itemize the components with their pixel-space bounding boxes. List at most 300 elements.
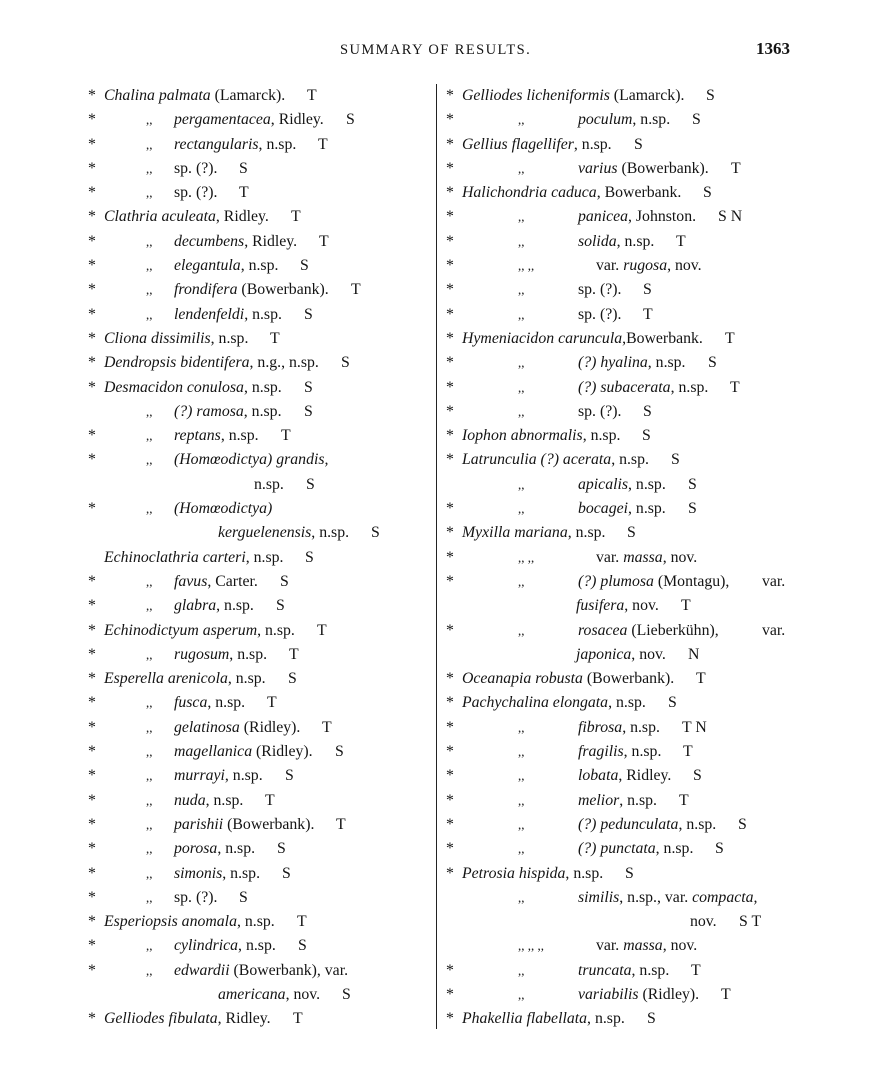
taxon-authority: , n.sp. xyxy=(622,718,660,736)
index-entry xyxy=(446,740,794,764)
locality-flag: S xyxy=(627,524,636,542)
taxon-authority: , n.sp. xyxy=(220,427,259,445)
entry-text xyxy=(462,448,649,472)
entry-text xyxy=(690,910,717,934)
taxon-name: Clathria aculeata xyxy=(104,208,216,226)
taxon-authority: , n.sp. xyxy=(616,232,655,250)
index-entry xyxy=(446,473,794,497)
taxon-name: murrayi xyxy=(174,767,225,785)
taxon-name: parishii xyxy=(174,815,224,833)
taxon-name: Myxilla mariana xyxy=(462,524,568,542)
asterisk-marker: * xyxy=(88,1010,96,1028)
entry-text xyxy=(174,157,217,181)
entry-text xyxy=(578,157,709,181)
variety-name: grandis, xyxy=(276,451,329,469)
index-entry xyxy=(446,837,794,861)
taxon-authority: sp. (?). xyxy=(578,305,622,323)
entry-text xyxy=(174,740,313,764)
entry-text xyxy=(174,934,276,958)
index-entry xyxy=(446,376,794,400)
taxon-name: porosa xyxy=(174,840,218,858)
index-entry xyxy=(446,910,794,934)
index-entry xyxy=(446,886,794,910)
asterisk-marker: * xyxy=(88,597,96,615)
entry-text xyxy=(578,789,657,813)
ditto-mark: ,, xyxy=(146,452,153,468)
ditto-mark: ,, xyxy=(518,160,525,176)
entry-text xyxy=(578,959,669,983)
taxon-name: apicalis xyxy=(578,475,629,493)
taxon-authority: (Bowerbank). xyxy=(617,159,709,177)
taxon-authority: , n.sp. xyxy=(608,694,646,712)
locality-flag: T xyxy=(265,791,275,809)
entry-text xyxy=(104,327,248,351)
taxon-name: magellanica xyxy=(174,743,253,761)
taxon-name: panicea xyxy=(578,208,629,226)
entry-text xyxy=(174,691,245,715)
taxon-authority: ,Bowerbank. xyxy=(622,329,703,347)
taxon-authority: , n.sp. xyxy=(619,791,657,809)
entry-text xyxy=(104,351,319,375)
entry-text xyxy=(174,230,297,254)
index-entry xyxy=(446,205,794,229)
taxon-name: fragilis xyxy=(578,743,624,761)
locality-flag: T xyxy=(317,621,327,639)
taxon-authority: , n.sp. xyxy=(244,305,282,323)
ditto-mark: ,, xyxy=(518,476,525,492)
index-entry xyxy=(446,133,794,157)
taxon-name: Hymeniacidon caruncula xyxy=(462,329,623,347)
taxon-name: lendenfeldi xyxy=(174,305,245,323)
entry-text xyxy=(462,521,605,545)
taxon-authority: sp. (?). xyxy=(578,402,622,420)
index-entry xyxy=(446,716,794,740)
asterisk-marker: * xyxy=(446,135,454,153)
taxon-name: Dendropsis bidentifera xyxy=(104,354,250,372)
index-entry xyxy=(88,716,433,740)
ditto-mark: ,, xyxy=(146,695,153,711)
locality-flag: T xyxy=(730,378,740,396)
taxon-name: Petrosia hispida xyxy=(462,864,566,882)
asterisk-marker: * xyxy=(88,111,96,129)
taxon-name: (Homœodictya) xyxy=(174,500,273,518)
asterisk-marker: * xyxy=(446,548,454,566)
index-entry xyxy=(446,983,794,1007)
taxon-name: (Homœodictya) xyxy=(174,451,273,469)
taxon-name: (?) plumosa xyxy=(578,572,654,590)
locality-flag: T xyxy=(696,670,706,688)
right-column xyxy=(446,84,794,1032)
ditto-mark: ,, xyxy=(518,233,525,249)
index-entry xyxy=(88,643,433,667)
taxon-authority: , n.sp. xyxy=(207,694,246,712)
taxon-authority: , nov. xyxy=(631,645,666,663)
taxon-name: Esperella arenicola xyxy=(104,670,228,688)
taxon-authority: var. xyxy=(596,548,624,566)
locality-flag: S xyxy=(304,402,313,420)
ditto-mark: ,, xyxy=(146,816,153,832)
entry-text xyxy=(578,570,729,594)
entry-text xyxy=(578,303,621,327)
asterisk-marker: * xyxy=(446,572,454,590)
taxon-authority: (Montagu), xyxy=(653,572,730,590)
taxon-name: Latrunculia (?) acerata xyxy=(462,451,612,469)
index-entry xyxy=(88,84,433,108)
index-entry xyxy=(88,862,433,886)
entry-text xyxy=(578,716,660,740)
asterisk-marker: * xyxy=(88,305,96,323)
index-entry xyxy=(446,327,794,351)
index-entry xyxy=(88,667,433,691)
locality-flag: T xyxy=(318,135,328,153)
taxon-name: cylindrica xyxy=(174,937,239,955)
asterisk-marker: * xyxy=(446,985,454,1003)
ditto-mark: ,, xyxy=(518,889,525,905)
entry-text xyxy=(104,205,269,229)
locality-flag: S xyxy=(341,354,350,372)
locality-flag: T xyxy=(731,159,741,177)
taxon-name: pergamentacea xyxy=(174,111,271,129)
locality-flag: S xyxy=(625,864,634,882)
index-entry xyxy=(446,764,794,788)
ditto-mark: ,, xyxy=(146,282,153,298)
variety-note: , nov. xyxy=(662,937,698,955)
taxon-name: fusca xyxy=(174,694,208,712)
asterisk-marker: * xyxy=(88,572,96,590)
index-entry xyxy=(446,1007,794,1031)
asterisk-marker: * xyxy=(88,500,96,518)
asterisk-marker: * xyxy=(88,864,96,882)
taxon-authority: , n.sp. xyxy=(243,402,282,420)
locality-flag: T xyxy=(281,427,291,445)
ditto-mark: ,, xyxy=(146,185,153,201)
index-entry xyxy=(88,934,433,958)
ditto-mark: ,, ,, ,, xyxy=(518,938,544,954)
taxon-authority: , n.sp. xyxy=(205,791,244,809)
taxon-name: Esperiopsis anomala xyxy=(104,913,237,931)
taxon-authority: , n.sp. xyxy=(258,135,297,153)
asterisk-marker: * xyxy=(446,791,454,809)
taxon-authority: , n.sp. xyxy=(257,621,295,639)
entry-text xyxy=(462,1007,625,1031)
index-entry xyxy=(88,448,433,472)
locality-flag: S xyxy=(305,548,314,566)
taxon-authority: , n.sp. xyxy=(670,378,709,396)
taxon-authority: , n.sp. xyxy=(222,864,261,882)
index-entry xyxy=(446,254,794,278)
asterisk-marker: * xyxy=(446,354,454,372)
taxon-authority: (Ridley). xyxy=(252,743,313,761)
index-entry xyxy=(446,789,794,813)
ditto-mark: ,, xyxy=(146,258,153,274)
index-entry xyxy=(88,327,433,351)
locality-flag: T xyxy=(293,1010,303,1028)
locality-flag: T xyxy=(721,985,731,1003)
taxon-authority: , n.sp. xyxy=(224,767,263,785)
ditto-mark: ,, xyxy=(518,986,525,1002)
asterisk-marker: * xyxy=(446,111,454,129)
taxon-authority: , n.sp. xyxy=(631,961,670,979)
ditto-mark: ,, xyxy=(146,403,153,419)
locality-flag: T xyxy=(643,305,653,323)
asterisk-marker: * xyxy=(446,427,454,445)
index-entry xyxy=(88,205,433,229)
locality-flag: T xyxy=(679,791,689,809)
taxon-authority: , n.sp. xyxy=(655,840,694,858)
asterisk-marker: * xyxy=(446,961,454,979)
ditto-mark: ,, xyxy=(518,744,525,760)
entry-text xyxy=(576,643,666,667)
index-entry xyxy=(88,546,433,570)
taxon-name: edwardii xyxy=(174,961,230,979)
taxon-authority: , Johnston. xyxy=(628,208,697,226)
taxon-name: poculum xyxy=(578,111,633,129)
taxon-name: bocagei xyxy=(578,500,629,518)
entry-text xyxy=(578,764,671,788)
asterisk-marker: * xyxy=(446,281,454,299)
entry-text xyxy=(104,619,295,643)
entry-text xyxy=(578,813,716,837)
locality-flag: S xyxy=(335,743,344,761)
entry-text xyxy=(174,181,217,205)
entry-text xyxy=(578,983,699,1007)
asterisk-marker: * xyxy=(446,257,454,275)
index-entry xyxy=(88,837,433,861)
entry-text xyxy=(462,327,703,351)
taxon-name: rugosum xyxy=(174,645,230,663)
index-entry xyxy=(446,594,794,618)
taxon-name: gelatinosa xyxy=(174,718,240,736)
locality-flag: S xyxy=(298,937,307,955)
entry-text xyxy=(174,716,300,740)
taxon-authority: , n.sp. xyxy=(611,451,649,469)
entry-text xyxy=(174,108,324,132)
ditto-mark: ,, xyxy=(146,428,153,444)
entry-text xyxy=(174,424,259,448)
ditto-mark: ,, xyxy=(146,112,153,128)
asterisk-marker: * xyxy=(88,767,96,785)
taxon-name: elegantula xyxy=(174,257,241,275)
locality-flag: S xyxy=(342,985,351,1003)
asterisk-marker: * xyxy=(446,232,454,250)
locality-flag: S xyxy=(239,888,248,906)
taxon-authority: , n.sp. xyxy=(678,815,717,833)
taxon-name: Cliona dissimilis xyxy=(104,329,211,347)
entry-text xyxy=(462,862,603,886)
index-entry xyxy=(446,108,794,132)
entry-text xyxy=(578,230,654,254)
locality-flag: T xyxy=(676,232,686,250)
asterisk-marker: * xyxy=(88,840,96,858)
index-entry xyxy=(88,181,433,205)
taxon-name: Oceanapia robusta xyxy=(462,670,583,688)
taxon-authority: , n.sp. xyxy=(311,524,350,542)
taxon-name: variabilis xyxy=(578,985,639,1003)
index-entry xyxy=(88,400,433,424)
taxon-name: Halichondria caduca xyxy=(462,184,597,202)
locality-flag: T xyxy=(297,913,307,931)
asterisk-marker: * xyxy=(446,718,454,736)
entry-text xyxy=(462,84,684,108)
taxon-name: (?) hyalina xyxy=(578,354,648,372)
taxon-name: decumbens xyxy=(174,232,245,250)
locality-flag: S xyxy=(643,402,652,420)
entry-text xyxy=(174,594,254,618)
taxon-authority: , n.sp. xyxy=(623,743,662,761)
asterisk-marker: * xyxy=(446,840,454,858)
index-entry xyxy=(446,157,794,181)
entry-text xyxy=(174,862,260,886)
index-entry xyxy=(88,983,433,1007)
entry-text xyxy=(104,376,282,400)
taxon-name: solida xyxy=(578,232,617,250)
entry-text xyxy=(462,667,674,691)
entry-text xyxy=(578,376,708,400)
trailing-word: var. xyxy=(762,572,786,590)
locality-flag: S xyxy=(300,257,309,275)
taxon-name: reptans xyxy=(174,427,221,445)
variety-name: massa xyxy=(623,548,663,566)
taxon-authority: (Lamarck). xyxy=(609,87,685,104)
locality-flag: S xyxy=(304,305,313,323)
entry-text xyxy=(462,424,620,448)
asterisk-marker: * xyxy=(88,427,96,445)
taxon-authority: sp. (?). xyxy=(174,184,218,202)
ditto-mark: ,, xyxy=(146,865,153,881)
taxon-authority: , n.sp. xyxy=(238,937,276,955)
locality-flag: S xyxy=(288,670,297,688)
taxon-name: (?) subacerata xyxy=(578,378,671,396)
taxon-authority: , n.sp. xyxy=(582,427,621,445)
variety-note: , nov. xyxy=(662,548,698,566)
index-entry xyxy=(88,691,433,715)
entry-text xyxy=(578,400,621,424)
asterisk-marker: * xyxy=(446,87,454,104)
index-entry xyxy=(88,230,433,254)
locality-flag: S xyxy=(688,500,697,518)
locality-flag: S xyxy=(693,767,702,785)
ditto-mark: ,, xyxy=(146,719,153,735)
index-entry xyxy=(446,84,794,108)
asterisk-marker: * xyxy=(88,913,96,931)
index-entry xyxy=(88,351,433,375)
locality-flag: N xyxy=(688,645,700,663)
locality-flag: S xyxy=(306,475,315,493)
taxon-authority: sp. (?). xyxy=(174,159,218,177)
taxon-name: nuda xyxy=(174,791,206,809)
ditto-mark: ,, xyxy=(146,792,153,808)
index-entry xyxy=(446,497,794,521)
asterisk-marker: * xyxy=(88,135,96,153)
entry-text xyxy=(174,837,255,861)
taxon-name: rectangularis xyxy=(174,135,259,153)
index-entry xyxy=(88,740,433,764)
asterisk-marker: * xyxy=(88,743,96,761)
taxon-name: Phakellia flabellata xyxy=(462,1010,588,1028)
taxon-name: Gelliodes fibulata xyxy=(104,1010,218,1028)
locality-flag: S xyxy=(706,87,715,104)
entry-text xyxy=(104,546,283,570)
ditto-mark: ,, xyxy=(518,816,525,832)
ditto-mark: ,, xyxy=(518,622,525,638)
index-entry xyxy=(88,376,433,400)
locality-flag: S xyxy=(285,767,294,785)
locality-flag: T xyxy=(725,329,735,347)
ditto-mark: ,, xyxy=(518,719,525,735)
entry-text xyxy=(578,351,686,375)
running-head: SUMMARY OF RESULTS. xyxy=(340,42,532,58)
locality-flag: S xyxy=(634,135,643,153)
index-entry xyxy=(446,448,794,472)
ditto-mark: ,, xyxy=(146,136,153,152)
locality-flag: S xyxy=(715,840,724,858)
locality-flag: S xyxy=(688,475,697,493)
ditto-mark: ,, xyxy=(518,112,525,128)
variety-name: compacta, xyxy=(692,888,758,906)
taxon-name: (?) punctata xyxy=(578,840,656,858)
entry-text xyxy=(174,303,282,327)
entry-text xyxy=(218,521,349,545)
taxon-authority: (Ridley). xyxy=(239,718,301,736)
index-entry xyxy=(446,521,794,545)
index-entry xyxy=(446,619,794,643)
index-entry xyxy=(88,497,433,521)
taxon-name: Gelliodes licheniformis xyxy=(462,87,610,104)
entry-text xyxy=(174,813,314,837)
index-entry xyxy=(446,959,794,983)
index-entry xyxy=(446,400,794,424)
taxon-name: truncata xyxy=(578,961,632,979)
taxon-authority: , n.sp. xyxy=(573,135,612,153)
index-entry xyxy=(446,813,794,837)
taxon-name: Iophon abnormalis xyxy=(462,427,583,445)
locality-flag: T xyxy=(683,743,693,761)
taxon-name: kerguelenensis xyxy=(218,524,312,542)
entry-text xyxy=(174,959,348,983)
taxon-name: Desmacidon conulosa xyxy=(104,378,244,396)
index-entry xyxy=(446,303,794,327)
taxon-name: americana xyxy=(218,985,286,1003)
locality-flag: S xyxy=(692,111,701,129)
taxon-authority: , n.sp. xyxy=(567,524,606,542)
locality-flag: T xyxy=(307,87,317,104)
locality-flag: T xyxy=(239,184,249,202)
left-column xyxy=(88,84,433,1032)
index-entry xyxy=(88,789,433,813)
entry-text xyxy=(576,594,659,618)
ditto-mark: ,, xyxy=(146,646,153,662)
index-entry xyxy=(446,667,794,691)
taxon-name: (?) ramosa xyxy=(174,402,244,420)
index-entry xyxy=(88,133,433,157)
taxon-name: similis xyxy=(578,888,620,906)
locality-flag: S xyxy=(668,694,677,712)
locality-flag: S xyxy=(304,378,313,396)
entry-text xyxy=(578,205,696,229)
asterisk-marker: * xyxy=(446,305,454,323)
locality-flag: S xyxy=(371,524,380,542)
locality-flag: S xyxy=(643,281,652,299)
entry-text xyxy=(462,691,646,715)
taxon-authority: (Bowerbank), var. xyxy=(229,961,349,979)
entry-text xyxy=(254,473,284,497)
variety-name: massa xyxy=(623,937,663,955)
taxon-authority: , n.sp. xyxy=(227,670,266,688)
asterisk-marker: * xyxy=(446,451,454,469)
locality-flag: S T xyxy=(739,913,762,931)
ditto-mark: ,, xyxy=(518,573,525,589)
ditto-mark: ,, xyxy=(146,160,153,176)
